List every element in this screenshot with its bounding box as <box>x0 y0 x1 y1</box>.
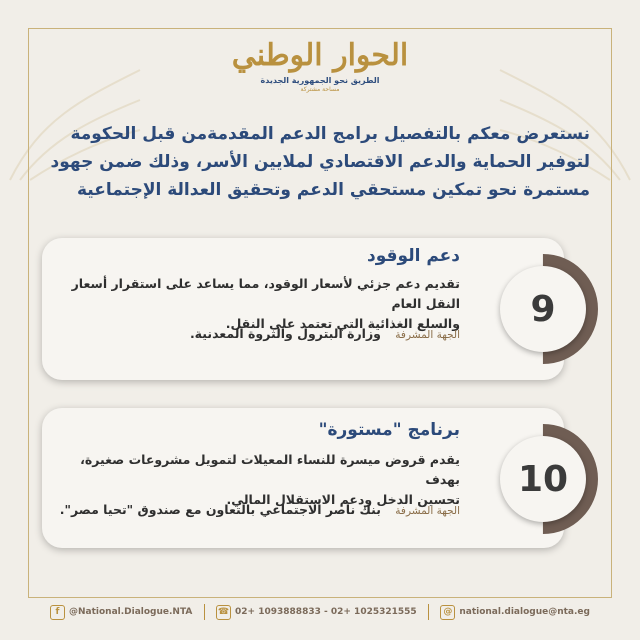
supervising-agency <box>60 502 460 517</box>
logo <box>228 22 412 93</box>
intro-line: مستمرة نحو تمكين مستحقي الدعم وتحقيق العدالة الإجتماعية <box>77 180 590 200</box>
intro-text <box>50 120 590 204</box>
intro-line: نستعرض معكم بالتفصيل برامج الدعم المقدمةمن قبل الحكومة <box>70 124 590 144</box>
divider <box>428 604 429 620</box>
phone-contact[interactable] <box>216 605 417 620</box>
intro-line: لتوفير الحماية والدعم الاقتصادي لملايين الأسر، وذلك ضمن جهود <box>50 152 590 172</box>
logo-title: الحوار الوطني <box>231 38 409 73</box>
program-title: دعم الوقود <box>367 246 460 266</box>
logo-subtitle: الطريق نحو الجمهورية الجديدة <box>260 76 380 85</box>
program-title: برنامج "مستورة" <box>318 420 460 440</box>
number-badge <box>500 266 586 352</box>
description-line: يقدم قروض ميسرة للنساء المعيلات لتمويل مشروعات صغيرة، بهدف <box>80 452 460 487</box>
phone-numbers: 02+ 1093888833 - 02+ 1025321555 <box>235 607 417 617</box>
facebook-icon: f <box>50 605 65 620</box>
description-line: والسلع الغذائية التي تعتمد على النقل. <box>225 316 460 331</box>
description-line: تقديم دعم جزئي لأسعار الوقود، مما يساعد على استقرار أسعار النقل العام <box>71 276 460 311</box>
logo-tagline: مساحة مشتركة <box>300 86 340 93</box>
program-card-mastoura <box>42 408 569 548</box>
agency-label: الجهة المشرفة <box>395 329 460 341</box>
email-contact[interactable] <box>440 605 590 620</box>
divider <box>204 604 205 620</box>
agency-label: الجهة المشرفة <box>395 505 460 517</box>
email-icon: @ <box>440 605 455 620</box>
facebook-handle: @National.Dialogue.NTA <box>69 607 193 617</box>
program-description <box>60 274 460 334</box>
phone-icon: ☎ <box>216 605 231 620</box>
email-address: national.dialogue@nta.eg <box>459 607 590 617</box>
program-number: 10 <box>517 458 569 500</box>
number-badge <box>500 436 586 522</box>
program-description <box>60 450 460 510</box>
supervising-agency <box>190 326 460 341</box>
facebook-contact[interactable] <box>50 605 192 620</box>
agency-name: بنك ناصر الاجتماعي بالتعاون مع صندوق "تحيا مصر". <box>59 502 381 517</box>
program-card-fuel-subsidy <box>42 238 564 380</box>
program-number: 9 <box>530 288 556 330</box>
footer <box>0 598 640 626</box>
agency-name: وزارة البترول والثروة المعدنية. <box>189 326 381 341</box>
description-line: تحسين الدخل ودعم الاستقلال المالي. <box>226 492 460 507</box>
